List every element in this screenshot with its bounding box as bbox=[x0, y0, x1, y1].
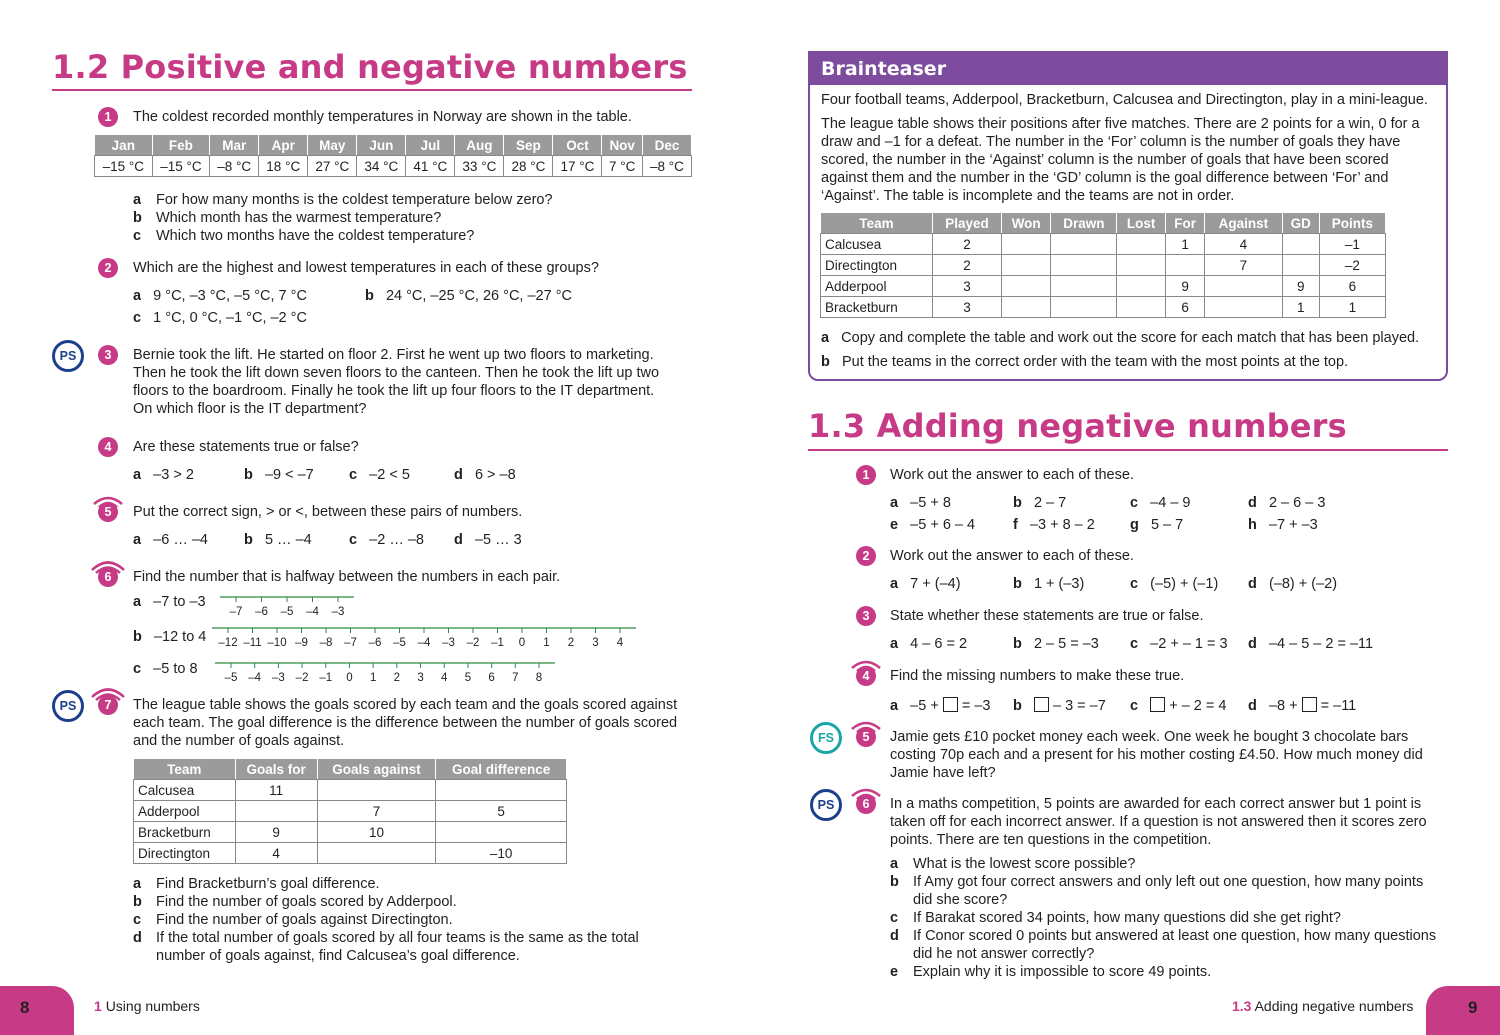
table-cell: –2 bbox=[1319, 255, 1385, 276]
table-cell bbox=[1117, 276, 1166, 297]
question-6-part bbox=[890, 909, 1341, 927]
question-6-part bbox=[890, 945, 1094, 963]
question-4-text: Find the missing numbers to make these true. bbox=[890, 668, 1185, 684]
table-cell: Adderpool bbox=[821, 276, 933, 297]
part-text: Find Bracketburn’s goal difference. bbox=[156, 876, 380, 892]
temperature-cell: –8 °C bbox=[210, 156, 259, 177]
table-cell: 5 bbox=[436, 801, 567, 822]
question-7-part bbox=[133, 947, 520, 965]
tick-label: –2 bbox=[466, 637, 480, 649]
temperature-cell: 33 °C bbox=[455, 156, 504, 177]
tick-label: –4 bbox=[417, 637, 431, 649]
table-cell: 6 bbox=[1165, 297, 1204, 318]
question-7-part bbox=[133, 893, 457, 911]
brainteaser-intro: Four football teams, Adderpool, Bracketburn, Calcusea and Directington, play in a mini-league. bbox=[821, 92, 1428, 108]
month-header: Jun bbox=[357, 135, 406, 156]
tick-label: –4 bbox=[248, 672, 262, 684]
brainteaser-part-b: b Put the teams in the correct order with the team with the most points at the top. bbox=[821, 354, 1349, 370]
tick-label: –5 bbox=[224, 672, 238, 684]
tick-label: –1 bbox=[319, 672, 333, 684]
table-cell: Adderpool bbox=[134, 801, 236, 822]
column-header: Against bbox=[1205, 213, 1282, 234]
column-header: Team bbox=[134, 759, 236, 780]
question-7-line: each team. The goal difference is the difference between the number of goals scored bbox=[133, 715, 678, 731]
table-cell bbox=[1117, 297, 1166, 318]
question-5-line: Jamie gets £10 pocket money each week. One week he bought 3 chocolate bars bbox=[890, 729, 1409, 745]
table-cell bbox=[1051, 234, 1117, 255]
tick-label: –6 bbox=[368, 637, 382, 649]
question-7-part bbox=[133, 911, 453, 929]
part-label: d bbox=[890, 928, 899, 944]
tick-label: –10 bbox=[267, 637, 287, 649]
r-q1-c: c –4 – 9 bbox=[1130, 495, 1191, 511]
table-cell bbox=[1282, 234, 1319, 255]
number-line-c bbox=[215, 659, 560, 685]
table-cell: 6 bbox=[1319, 276, 1385, 297]
blank-box[interactable] bbox=[943, 697, 958, 712]
question-7-part bbox=[133, 929, 639, 947]
question-number-1: 1 bbox=[98, 107, 118, 127]
tick-label: –2 bbox=[295, 672, 309, 684]
table-cell: 2 bbox=[932, 255, 1001, 276]
page-number-left: 8 bbox=[0, 986, 74, 1035]
table-row bbox=[821, 297, 1386, 318]
r-q4-a: a –5 + = –3 bbox=[890, 698, 991, 714]
question-6-part bbox=[890, 855, 1135, 873]
question-4-text: Are these statements true or false? bbox=[133, 439, 359, 455]
month-header: Dec bbox=[642, 135, 691, 156]
number-line-b bbox=[212, 624, 642, 652]
month-header: Jul bbox=[406, 135, 455, 156]
question-6-part bbox=[890, 891, 1007, 909]
table-cell: 10 bbox=[317, 822, 436, 843]
table-row bbox=[134, 843, 567, 864]
column-header: Won bbox=[1002, 213, 1051, 234]
problem-solving-badge: PS bbox=[52, 690, 84, 722]
table-cell bbox=[317, 843, 436, 864]
part-text: Which month has the warmest temperature? bbox=[156, 210, 442, 226]
table-cell: 11 bbox=[235, 780, 317, 801]
r-q4-c: c + – 2 = 4 bbox=[1130, 698, 1227, 714]
table-cell bbox=[235, 801, 317, 822]
r-q1-e: e –5 + 6 – 4 bbox=[890, 517, 976, 533]
tick-label: 3 bbox=[592, 637, 599, 649]
month-header: Sep bbox=[504, 135, 553, 156]
tick-label: 4 bbox=[441, 672, 448, 684]
question-1-part bbox=[133, 191, 553, 209]
temperature-cell: –15 °C bbox=[95, 156, 153, 177]
heading-rule-left bbox=[52, 89, 692, 91]
tick-label: 1 bbox=[369, 672, 377, 684]
part-label: a bbox=[890, 856, 899, 872]
page-number-right: 9 bbox=[1426, 986, 1500, 1035]
part-label: c bbox=[890, 910, 899, 926]
table-cell bbox=[436, 822, 567, 843]
tick-label: 5 bbox=[464, 672, 472, 684]
table-cell: Bracketburn bbox=[134, 822, 236, 843]
question-5-line: Jamie have left? bbox=[890, 765, 996, 781]
question-number-2: 2 bbox=[98, 258, 118, 278]
table-row bbox=[134, 780, 567, 801]
question-6-line: In a maths competition, 5 points are awarded for each correct answer but 1 point is bbox=[890, 796, 1422, 812]
brainteaser-line: draw and –1 for a defeat. The number in the ‘For’ column is the number of goals they have bbox=[821, 134, 1401, 150]
table-row bbox=[134, 822, 567, 843]
table-cell: Directington bbox=[821, 255, 933, 276]
table-row bbox=[821, 255, 1386, 276]
question-5-part-a: a –6 … –4 bbox=[133, 532, 208, 548]
table-cell: 1 bbox=[1319, 297, 1385, 318]
r-q4-d: d –8 + = –11 bbox=[1248, 698, 1357, 714]
part-text: What is the lowest score possible? bbox=[913, 856, 1136, 872]
table-cell bbox=[1051, 276, 1117, 297]
question-number-5: 5 bbox=[856, 727, 876, 747]
table-cell: 4 bbox=[1205, 234, 1282, 255]
month-header: Mar bbox=[210, 135, 259, 156]
month-header: Oct bbox=[553, 135, 602, 156]
tick-label: –11 bbox=[243, 637, 262, 649]
tick-label: –3 bbox=[271, 672, 285, 684]
table-cell bbox=[1051, 297, 1117, 318]
question-number-3: 3 bbox=[98, 345, 118, 365]
page-title-left: 1.2 Positive and negative numbers bbox=[52, 48, 688, 86]
tick-label: 6 bbox=[488, 672, 495, 684]
column-header: Team bbox=[821, 213, 933, 234]
table-cell bbox=[1117, 255, 1166, 276]
tick-label: 8 bbox=[535, 672, 543, 684]
tick-label: –9 bbox=[295, 637, 308, 649]
question-1-text: The coldest recorded monthly temperatures in Norway are shown in the table. bbox=[133, 109, 632, 125]
r-q1-f: f –3 + 8 – 2 bbox=[1013, 517, 1095, 533]
table-cell bbox=[317, 780, 436, 801]
r-q4-b: b – 3 = –7 bbox=[1013, 698, 1106, 714]
footer-section: 1.3 Adding negative numbers bbox=[1232, 998, 1414, 1014]
question-3-line: On which floor is the IT department? bbox=[133, 401, 367, 417]
temperature-cell: –8 °C bbox=[642, 156, 691, 177]
brainteaser-line: ‘Against’. The table is incomplete and the teams are not in order. bbox=[821, 188, 1235, 204]
month-header: Nov bbox=[602, 135, 642, 156]
question-5-part-c: c –2 … –8 bbox=[349, 532, 424, 548]
question-3-text: State whether these statements are true or false. bbox=[890, 608, 1204, 624]
table-row bbox=[821, 234, 1386, 255]
part-label: a bbox=[133, 876, 142, 892]
goals-table bbox=[133, 758, 567, 864]
temperature-table bbox=[94, 134, 692, 177]
part-text: If Conor scored 0 points but answered at least one question, how many questions bbox=[913, 928, 1437, 944]
table-cell: 4 bbox=[235, 843, 317, 864]
r-q2-c: c (–5) + (–1) bbox=[1130, 576, 1219, 592]
number-line-a bbox=[220, 593, 360, 619]
question-2-part-a: a 9 °C, –3 °C, –5 °C, 7 °C bbox=[133, 288, 307, 304]
table-cell: 1 bbox=[1282, 297, 1319, 318]
part-text: Find the number of goals scored by Adderpool. bbox=[156, 894, 457, 910]
question-5-text: Put the correct sign, > or <, between these pairs of numbers. bbox=[133, 504, 523, 520]
part-text: did he not answer correctly? bbox=[913, 946, 1095, 962]
question-5-line: costing 70p each and a present for his mother costing £4.50. How much money did bbox=[890, 747, 1423, 763]
column-header: GD bbox=[1282, 213, 1319, 234]
footer-chapter: 1 Using numbers bbox=[94, 998, 200, 1014]
table-cell bbox=[1165, 255, 1204, 276]
question-6-line: taken off for each incorrect answer. If a question is not answered then it scores zero bbox=[890, 814, 1427, 830]
tick-label: 3 bbox=[417, 672, 424, 684]
table-cell: 2 bbox=[932, 234, 1001, 255]
brainteaser-line: scored, the number in the ‘Against’ column is the number of goals that have been scored bbox=[821, 152, 1389, 168]
table-cell: 9 bbox=[235, 822, 317, 843]
question-3-line: Then he took the lift down seven floors to the canteen. Then he took the lift up two bbox=[133, 365, 660, 381]
table-cell: Directington bbox=[134, 843, 236, 864]
part-label: a bbox=[133, 192, 142, 208]
column-header: Goals against bbox=[317, 759, 436, 780]
tick-label: 7 bbox=[512, 672, 519, 684]
tick-label: 1 bbox=[543, 637, 550, 649]
r-q3-d: d –4 – 5 – 2 = –11 bbox=[1248, 636, 1374, 652]
table-cell: –10 bbox=[436, 843, 567, 864]
column-header: For bbox=[1165, 213, 1204, 234]
part-text: If Amy got four correct answers and only left out one question, how many points bbox=[913, 874, 1424, 890]
part-label: b bbox=[890, 874, 899, 890]
tick-label: –12 bbox=[218, 637, 238, 649]
table-cell bbox=[1205, 276, 1282, 297]
question-1-part bbox=[133, 227, 474, 245]
question-number-5: 5 bbox=[98, 502, 118, 522]
question-4-part-c: c –2 < 5 bbox=[349, 467, 410, 483]
tick-label: –1 bbox=[491, 637, 504, 649]
column-header: Played bbox=[932, 213, 1001, 234]
tick-label: –5 bbox=[393, 637, 406, 649]
brainteaser-part-a: a Copy and complete the table and work out the score for each match that has been played. bbox=[821, 330, 1420, 346]
tick-label: 4 bbox=[616, 637, 624, 649]
question-6-part bbox=[890, 873, 1423, 891]
problem-solving-badge: PS bbox=[52, 340, 84, 372]
table-cell bbox=[1002, 297, 1051, 318]
tick-label: –7 bbox=[229, 606, 243, 618]
tick-label: –3 bbox=[442, 637, 455, 649]
question-7-line: and the number of goals against. bbox=[133, 733, 345, 749]
table-cell: 7 bbox=[317, 801, 436, 822]
tick-label: –7 bbox=[344, 637, 357, 649]
brainteaser-line: against them and the number in the ‘GD’ column is the goal difference between ‘For’ and bbox=[821, 170, 1389, 186]
heading-rule-right bbox=[808, 449, 1448, 451]
question-4-part-a: a –3 > 2 bbox=[133, 467, 194, 483]
question-6-part-c: c –5 to 8 bbox=[133, 661, 198, 677]
question-7-line: The league table shows the goals scored by each team and the goals scored against bbox=[133, 697, 678, 713]
tick-label: 0 bbox=[518, 637, 526, 649]
question-7-part bbox=[133, 875, 380, 893]
part-text: Which two months have the coldest temperature? bbox=[156, 228, 475, 244]
r-q1-g: g 5 – 7 bbox=[1130, 517, 1184, 533]
part-text: For how many months is the coldest temperature below zero? bbox=[156, 192, 553, 208]
question-4-part-d: d 6 > –8 bbox=[454, 467, 516, 483]
month-header: Feb bbox=[152, 135, 210, 156]
r-q1-a: a –5 + 8 bbox=[890, 495, 951, 511]
r-q1-d: d 2 – 6 – 3 bbox=[1248, 495, 1326, 511]
question-number-4: 4 bbox=[856, 666, 876, 686]
table-cell bbox=[1117, 234, 1166, 255]
table-cell bbox=[1002, 255, 1051, 276]
column-header: Goal difference bbox=[436, 759, 567, 780]
column-header: Points bbox=[1319, 213, 1385, 234]
table-cell bbox=[1205, 297, 1282, 318]
tick-label: –3 bbox=[331, 606, 345, 618]
league-table bbox=[820, 212, 1386, 318]
temperature-cell: 28 °C bbox=[504, 156, 553, 177]
tick-label: –6 bbox=[255, 606, 268, 618]
r-q1-h: h –7 + –3 bbox=[1248, 517, 1318, 533]
question-2-text: Which are the highest and lowest temperatures in each of these groups? bbox=[133, 260, 599, 276]
blank-box[interactable] bbox=[1034, 697, 1049, 712]
question-6-part bbox=[890, 963, 1211, 981]
part-text: Find the number of goals against Directington. bbox=[156, 912, 453, 928]
column-header: Drawn bbox=[1051, 213, 1117, 234]
table-cell: Bracketburn bbox=[821, 297, 933, 318]
question-1-part bbox=[133, 209, 441, 227]
tick-label: –4 bbox=[306, 606, 319, 618]
part-label: d bbox=[133, 930, 142, 946]
question-6-part-b: b –12 to 4 bbox=[133, 629, 207, 645]
table-cell bbox=[1282, 255, 1319, 276]
question-1-text: Work out the answer to each of these. bbox=[890, 467, 1134, 483]
question-number-6: 6 bbox=[98, 567, 118, 587]
temperature-cell: –15 °C bbox=[152, 156, 210, 177]
part-text: Explain why it is impossible to score 49 points. bbox=[913, 964, 1212, 980]
question-6-line: points. There are ten questions in the competition. bbox=[890, 832, 1212, 848]
r-q3-a: a 4 – 6 = 2 bbox=[890, 636, 968, 652]
table-cell bbox=[1002, 276, 1051, 297]
r-q3-c: c –2 + – 1 = 3 bbox=[1130, 636, 1228, 652]
brainteaser-line: The league table shows their positions after five matches. There are 2 points for a win, 0 for a bbox=[821, 116, 1420, 132]
page-title-right: 1.3 Adding negative numbers bbox=[808, 407, 1347, 445]
table-cell bbox=[436, 780, 567, 801]
question-4-part-b: b –9 < –7 bbox=[244, 467, 314, 483]
temperature-cell: 17 °C bbox=[553, 156, 602, 177]
blank-box[interactable] bbox=[1302, 697, 1317, 712]
part-label: e bbox=[890, 964, 899, 980]
temperature-cell: 34 °C bbox=[357, 156, 406, 177]
part-text: number of goals against, find Calcusea’s goal difference. bbox=[156, 948, 520, 964]
temperature-cell: 18 °C bbox=[259, 156, 308, 177]
table-row bbox=[134, 801, 567, 822]
month-header: May bbox=[308, 135, 357, 156]
part-text: If Barakat scored 34 points, how many questions did she get right? bbox=[913, 910, 1341, 926]
part-label: b bbox=[133, 894, 142, 910]
tick-label: 0 bbox=[346, 672, 353, 684]
question-number-7: 7 bbox=[98, 695, 118, 715]
question-5-part-d: d –5 … 3 bbox=[454, 532, 522, 548]
temperature-cell: 41 °C bbox=[406, 156, 455, 177]
part-label: c bbox=[133, 228, 142, 244]
question-6-part bbox=[890, 927, 1436, 945]
question-3-line: floors to the boardroom. Finally he took the lift up four floors to the IT department. bbox=[133, 383, 655, 399]
r-q1-b: b 2 – 7 bbox=[1013, 495, 1067, 511]
brainteaser-title: Brainteaser bbox=[821, 58, 947, 80]
table-cell bbox=[1002, 234, 1051, 255]
question-number-4: 4 bbox=[98, 437, 118, 457]
r-q2-a: a 7 + (–4) bbox=[890, 576, 961, 592]
tick-label: 2 bbox=[567, 637, 575, 649]
table-cell: 9 bbox=[1165, 276, 1204, 297]
temperature-cell: 7 °C bbox=[602, 156, 642, 177]
problem-solving-badge: PS bbox=[810, 789, 842, 821]
question-6-part-a: a –7 to –3 bbox=[133, 594, 206, 610]
part-text: If the total number of goals scored by all four teams is the same as the total bbox=[156, 930, 639, 946]
part-label: c bbox=[133, 912, 142, 928]
month-header: Aug bbox=[455, 135, 504, 156]
table-cell: 1 bbox=[1165, 234, 1204, 255]
question-2-part-c: c 1 °C, 0 °C, –1 °C, –2 °C bbox=[133, 310, 307, 326]
tick-label: –8 bbox=[319, 637, 333, 649]
blank-box[interactable] bbox=[1150, 697, 1165, 712]
part-label: b bbox=[133, 210, 142, 226]
r-q2-b: b 1 + (–3) bbox=[1013, 576, 1085, 592]
question-5-part-b: b 5 … –4 bbox=[244, 532, 312, 548]
table-cell: 3 bbox=[932, 297, 1001, 318]
question-3-line: Bernie took the lift. He started on floor 2. First he went up two floors to marketing. bbox=[133, 347, 654, 363]
r-q3-b: b 2 – 5 = –3 bbox=[1013, 636, 1099, 652]
question-2-text: Work out the answer to each of these. bbox=[890, 548, 1134, 564]
table-row bbox=[821, 276, 1386, 297]
question-2-part-b: b 24 °C, –25 °C, 26 °C, –27 °C bbox=[365, 288, 572, 304]
tick-label: 2 bbox=[393, 672, 401, 684]
column-header: Goals for bbox=[235, 759, 317, 780]
table-cell: –1 bbox=[1319, 234, 1385, 255]
question-number-1: 1 bbox=[856, 465, 876, 485]
r-q2-d: d (–8) + (–2) bbox=[1248, 576, 1338, 592]
month-header: Apr bbox=[259, 135, 308, 156]
question-number-2: 2 bbox=[856, 546, 876, 566]
temperature-cell: 27 °C bbox=[308, 156, 357, 177]
table-cell: 7 bbox=[1205, 255, 1282, 276]
table-cell: Calcusea bbox=[134, 780, 236, 801]
table-cell: Calcusea bbox=[821, 234, 933, 255]
table-cell: 3 bbox=[932, 276, 1001, 297]
part-text: did she score? bbox=[913, 892, 1008, 908]
functional-skills-badge: FS bbox=[810, 722, 842, 754]
tick-label: –5 bbox=[280, 606, 294, 618]
table-cell bbox=[1051, 255, 1117, 276]
column-header: Lost bbox=[1117, 213, 1166, 234]
month-header: Jan bbox=[95, 135, 153, 156]
table-cell: 9 bbox=[1282, 276, 1319, 297]
question-6-text: Find the number that is halfway between the numbers in each pair. bbox=[133, 569, 561, 585]
question-number-6: 6 bbox=[856, 794, 876, 814]
question-number-3: 3 bbox=[856, 606, 876, 626]
